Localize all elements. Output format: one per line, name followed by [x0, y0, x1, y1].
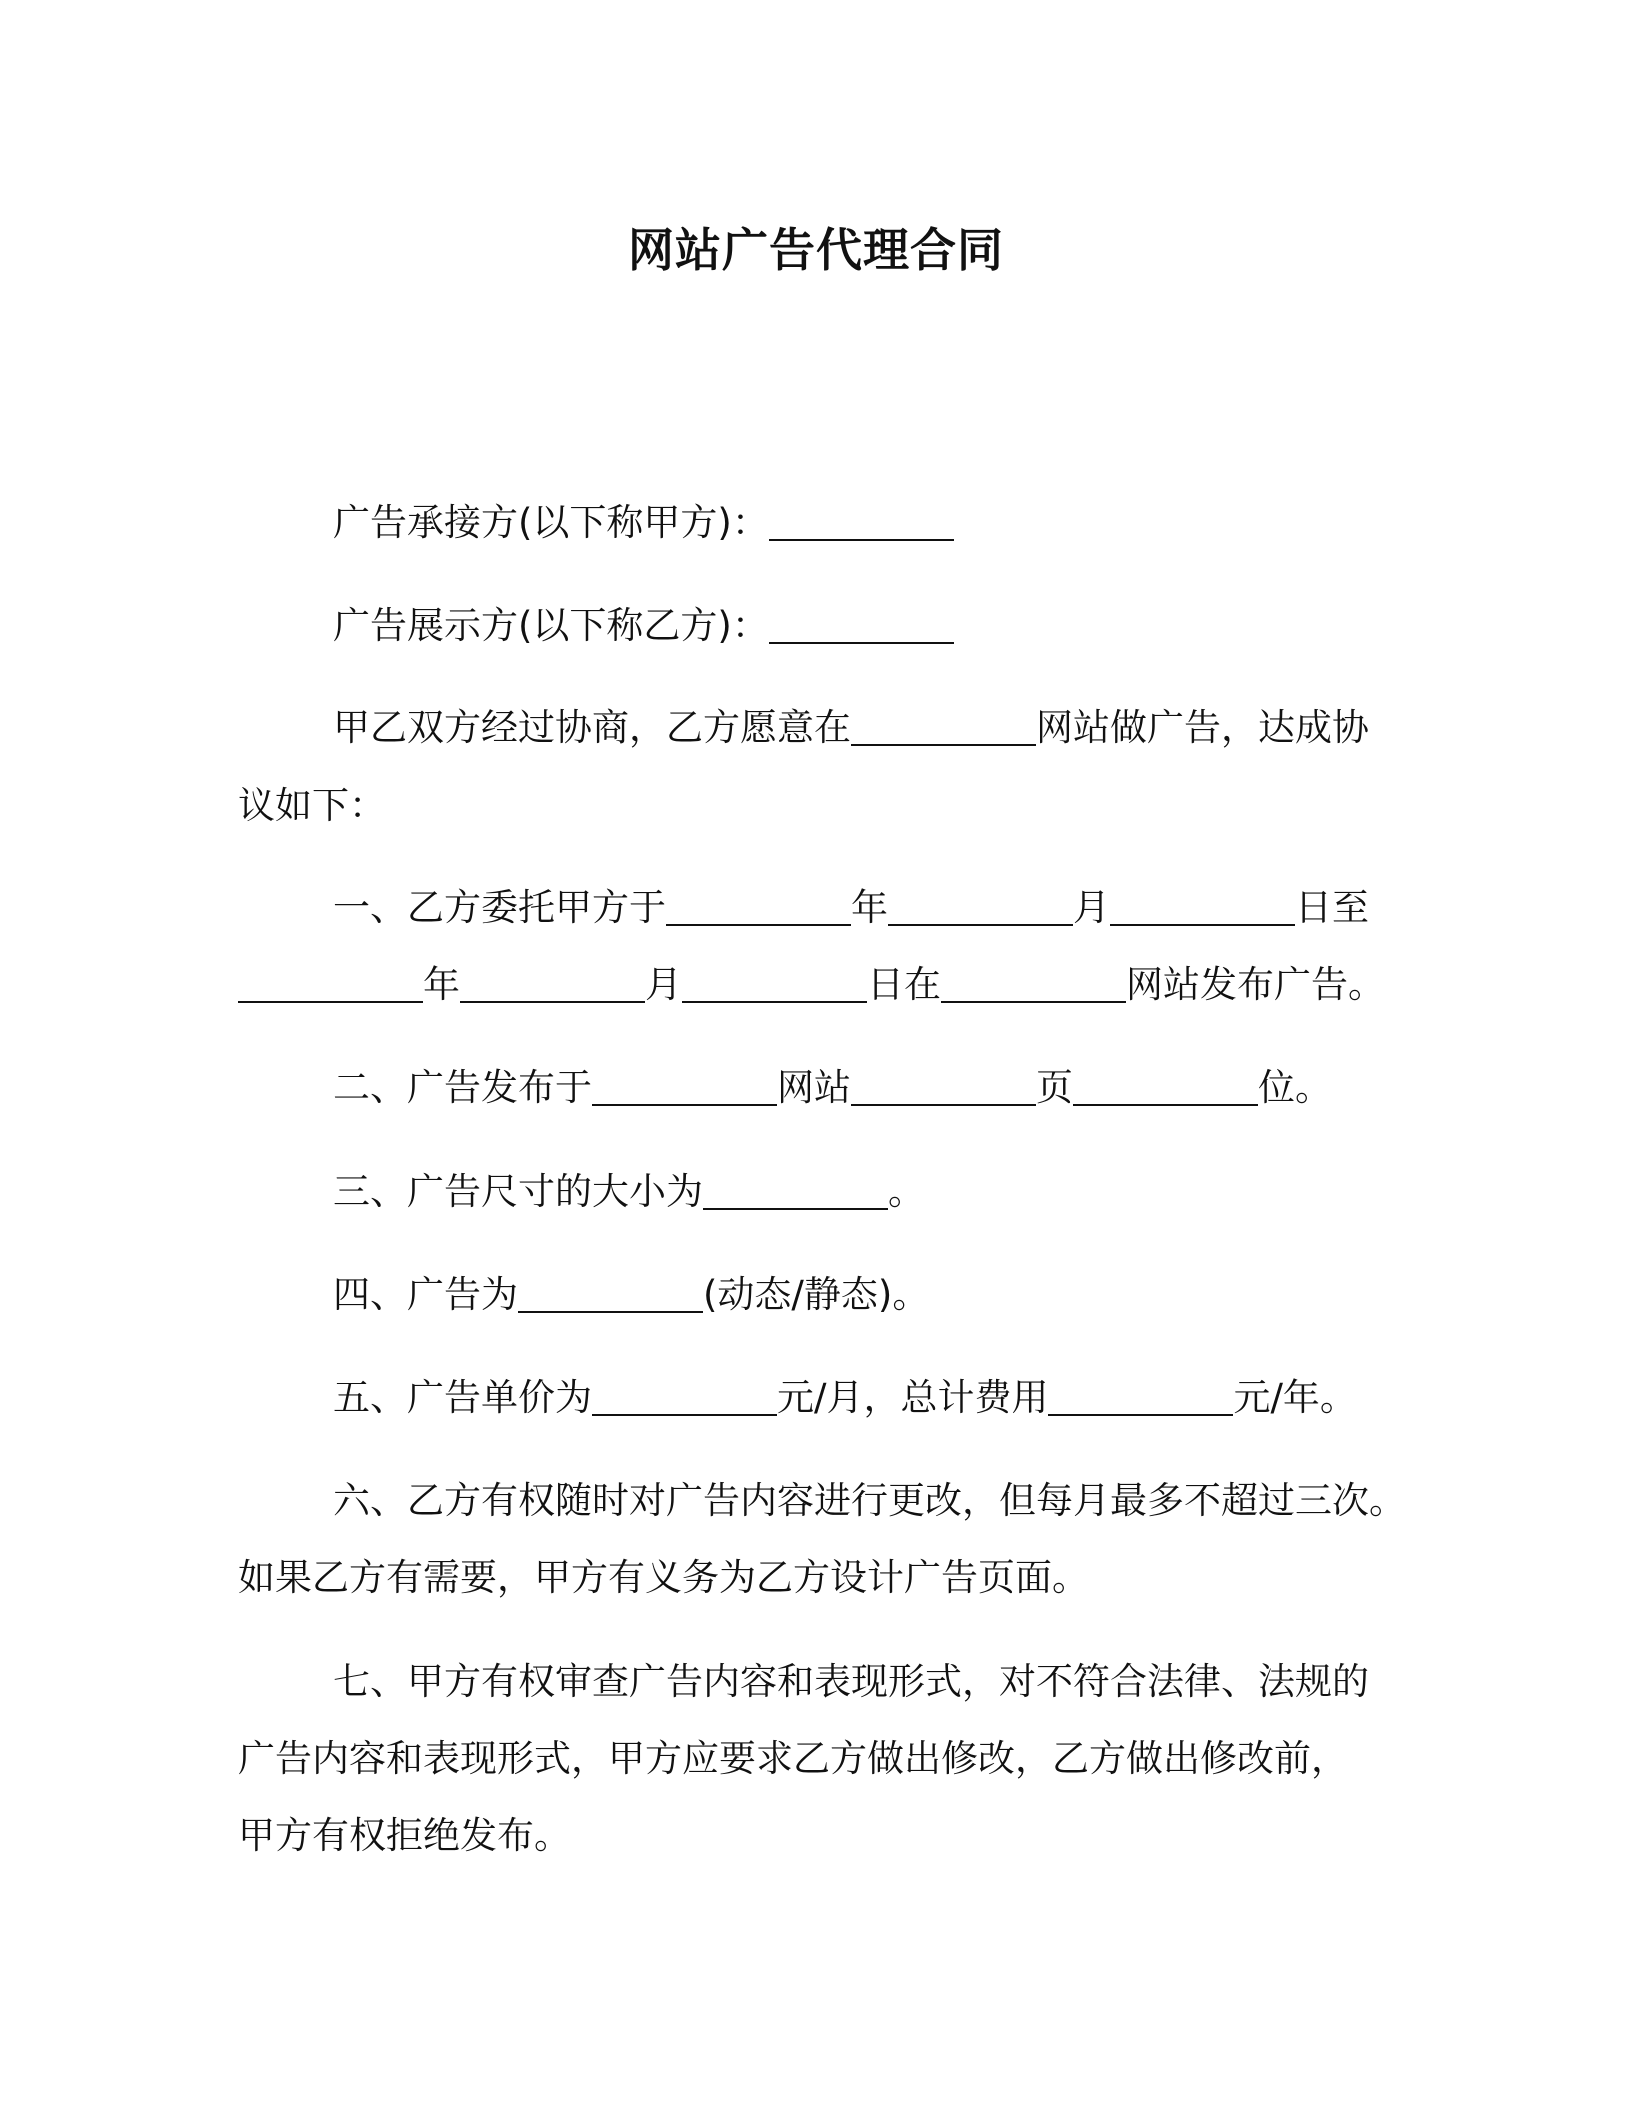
clause-2-position-blank: [1073, 1064, 1258, 1106]
document-title: 网站广告代理合同: [628, 223, 1004, 277]
start-month-blank: [888, 884, 1073, 926]
clause-2-text-a: 二、广告发布于: [333, 1066, 592, 1109]
unit-price-blank: [592, 1374, 777, 1416]
start-year-blank: [666, 884, 851, 926]
intro-text-3: 议如下：: [238, 784, 386, 827]
end-month-blank: [460, 961, 645, 1003]
clause-5-text-c: 元/年。: [1233, 1376, 1357, 1419]
clause-7-line-3: 甲方有权拒绝发布。: [238, 1814, 571, 1857]
clause-2-page-blank: [851, 1064, 1036, 1106]
clause-4-line: [333, 1269, 929, 1321]
clause-1-text-h: 网站发布广告。: [1126, 963, 1385, 1006]
clause-2-website-blank: [592, 1064, 777, 1106]
clause-4-text-b: (动态/静态)。: [703, 1273, 930, 1316]
clause-1-text-d: 日至: [1295, 886, 1369, 929]
publish-website-blank: [941, 961, 1126, 1003]
clause-1-text-a: 一、乙方委托甲方于: [333, 886, 666, 929]
clause-2-text-c: 页: [1036, 1066, 1073, 1109]
website-name-blank: [851, 704, 1036, 746]
start-day-blank: [1110, 884, 1295, 926]
clause-3-text-a: 三、广告尺寸的大小为: [333, 1170, 703, 1213]
intro-text-2: 网站做广告，达成协: [1036, 706, 1369, 749]
clause-2-text-d: 位。: [1258, 1066, 1332, 1109]
clause-1-text-f: 月: [645, 963, 682, 1006]
clause-2-text-b: 网站: [777, 1066, 851, 1109]
end-year-blank: [238, 961, 423, 1003]
clause-7-line-1: 七、甲方有权审查广告内容和表现形式，对不符合法律、法规的: [333, 1660, 1369, 1703]
party-b-blank: [769, 602, 954, 644]
clause-5-text-a: 五、广告单价为: [333, 1376, 592, 1419]
intro-line-2: [238, 780, 386, 832]
party-b-line: [333, 600, 954, 652]
clause-6-line-1: 六、乙方有权随时对广告内容进行更改，但每月最多不超过三次。: [333, 1479, 1406, 1522]
ad-size-blank: [703, 1168, 888, 1210]
party-b-label: 广告展示方(以下称乙方)：: [333, 604, 769, 647]
intro-line-1: [333, 702, 1369, 754]
clause-3-line: [333, 1166, 925, 1218]
clause-5-line: [333, 1372, 1357, 1424]
party-a-blank: [769, 499, 954, 541]
clause-6-line-2: 如果乙方有需要，甲方有义务为乙方设计广告页面。: [238, 1556, 1089, 1599]
clause-4-text-a: 四、广告为: [333, 1273, 518, 1316]
clause-1-text-e: 年: [423, 963, 460, 1006]
end-day-blank: [682, 961, 867, 1003]
intro-text-1: 甲乙双方经过协商，乙方愿意在: [333, 706, 851, 749]
party-a-label: 广告承接方(以下称甲方)：: [333, 501, 769, 544]
clause-1-text-b: 年: [851, 886, 888, 929]
clause-2-line: [333, 1062, 1332, 1114]
clause-1-line-2: [238, 959, 1385, 1011]
ad-type-blank: [518, 1271, 703, 1313]
total-fee-blank: [1048, 1374, 1233, 1416]
clause-1-text-g: 日在: [867, 963, 941, 1006]
clause-1-text-c: 月: [1073, 886, 1110, 929]
party-a-line: [333, 497, 954, 549]
clause-1-line-1: [333, 882, 1369, 934]
clause-5-text-b: 元/月，总计费用: [777, 1376, 1049, 1419]
clause-7-line-2: 广告内容和表现形式，甲方应要求乙方做出修改，乙方做出修改前，: [238, 1737, 1348, 1780]
clause-3-text-b: 。: [888, 1170, 925, 1213]
